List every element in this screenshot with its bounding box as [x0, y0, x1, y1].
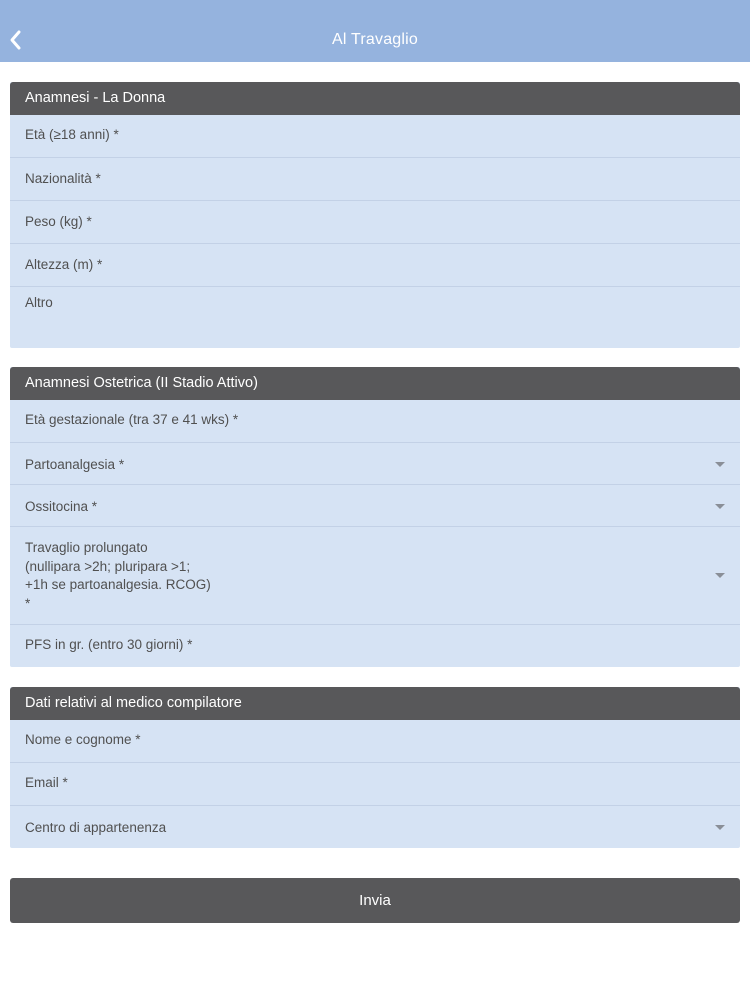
field-label: Età gestazionale (tra 37 e 41 wks) * — [25, 412, 239, 427]
dropdown-caret-icon — [715, 504, 725, 509]
height-field[interactable] — [10, 244, 740, 287]
section-header: Anamnesi Ostetrica (II Stadio Attivo) — [10, 367, 740, 400]
section-medico-compilatore — [10, 687, 740, 848]
other-textarea[interactable] — [10, 287, 740, 348]
centro-select[interactable] — [10, 806, 740, 848]
travaglio-prolungato-select[interactable] — [10, 527, 740, 625]
section-anamnesi-donna — [10, 82, 740, 348]
field-label: Peso (kg) * — [25, 214, 92, 229]
section-header: Anamnesi - La Donna — [10, 82, 740, 115]
page-title: Al Travaglio — [332, 31, 418, 48]
field-label: PFS in gr. (entro 30 giorni) * — [25, 637, 193, 652]
name-field[interactable] — [10, 720, 740, 763]
ossitocina-select[interactable] — [10, 485, 740, 527]
field-label: Nazionalità * — [25, 171, 101, 186]
field-label: Nome e cognome * — [25, 732, 141, 747]
field-label: Travaglio prolungato (nullipara >2h; pluripara >1; +1h se partoanalgesia. RCOG) * — [25, 540, 211, 611]
nav-bar — [0, 0, 750, 62]
field-label: Partoanalgesia * — [25, 457, 125, 472]
age-field[interactable] — [10, 115, 740, 158]
partoanalgesia-select[interactable] — [10, 443, 740, 485]
field-label: Email * — [25, 775, 68, 790]
email-field[interactable] — [10, 763, 740, 806]
dropdown-caret-icon — [715, 462, 725, 467]
field-label: Centro di appartenenza — [25, 820, 167, 835]
dropdown-caret-icon — [715, 825, 725, 830]
pfs-field[interactable] — [10, 625, 740, 667]
weight-field[interactable] — [10, 201, 740, 244]
section-header: Dati relativi al medico compilatore — [10, 687, 740, 720]
submit-button[interactable]: Invia — [10, 878, 740, 923]
field-label: Altro — [25, 295, 53, 310]
section-anamnesi-ostetrica — [10, 367, 740, 667]
nationality-field[interactable] — [10, 158, 740, 201]
field-label: Altezza (m) * — [25, 257, 103, 272]
field-label: Età (≥18 anni) * — [25, 127, 119, 142]
field-label: Ossitocina * — [25, 499, 98, 514]
gestational-age-field[interactable] — [10, 400, 740, 443]
dropdown-caret-icon — [715, 573, 725, 578]
